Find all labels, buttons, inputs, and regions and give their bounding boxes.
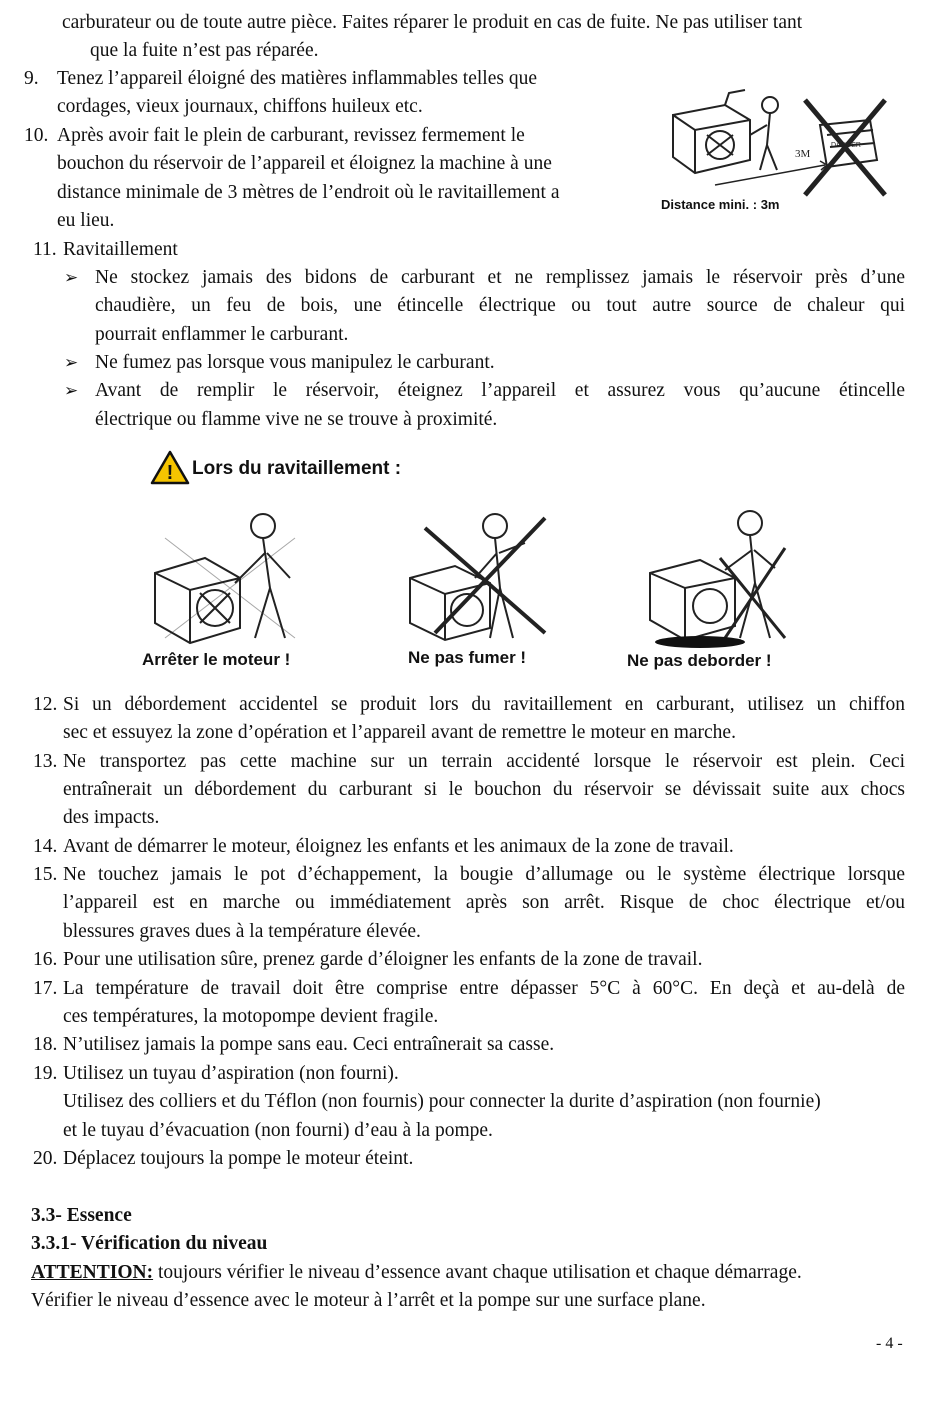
text-line: pourrait enflammer le carburant. — [95, 324, 349, 345]
text-line: distance minimale de 3 mètres de l’endroit où le ravitaillement a — [57, 182, 560, 203]
text-line: électrique ou flamme vive ne se trouve à proximité. — [95, 409, 498, 430]
list-number: 17. — [33, 978, 58, 999]
text-line: Utilisez des colliers et du Téflon (non fournis) pour connecter la durite d’aspiration (non fournie) — [63, 1091, 821, 1112]
bullet-arrow-icon: ➢ — [64, 268, 79, 288]
text-line: Utilisez un tuyau d’aspiration (non fourni). — [63, 1063, 399, 1084]
text-line: entraînerait un débordement du carburant si le bouchon du réservoir se dévissait suite aux chocs — [63, 779, 905, 800]
text-line: Ne touchez jamais le pot d’échappement, la bougie d’allumage ou le système électrique lorsque — [63, 864, 905, 885]
text-line: bouchon du réservoir de l’appareil et éloignez la machine à une — [57, 153, 552, 174]
list-number: 20. — [33, 1148, 58, 1169]
list-number: 13. — [33, 751, 58, 772]
text-line: Vérifier le niveau d’essence avec le moteur à l’arrêt et la pompe sur une surface plane. — [31, 1290, 706, 1311]
list-number: 10. — [24, 125, 49, 146]
svg-text:!: ! — [166, 462, 174, 484]
text-line: ces températures, la motopompe devient fragile. — [63, 1006, 439, 1027]
list-number: 19. — [33, 1063, 58, 1084]
list-number: 9. — [24, 68, 39, 89]
list-number: 18. — [33, 1034, 58, 1055]
figure-heading: Lors du ravitaillement : — [192, 458, 402, 479]
subsection-heading: 3.3.1- Vérification du niveau — [31, 1233, 268, 1254]
text-line: Ne stockez jamais des bidons de carburant et ne remplissez jamais le réservoir près d’une — [95, 267, 905, 288]
text-line: eu lieu. — [57, 210, 115, 231]
list-title: Ravitaillement — [63, 239, 178, 260]
bullet-arrow-icon: ➢ — [64, 353, 79, 373]
text-line: carburateur ou de toute autre pièce. Faites réparer le produit en cas de fuite. Ne pas utiliser tant — [62, 12, 803, 33]
text-line: que la fuite n’est pas réparée. — [90, 40, 319, 61]
attention-paragraph — [31, 1259, 802, 1287]
attention-text: toujours vérifier le niveau d’essence avant chaque utilisation et chaque démarrage. — [153, 1262, 802, 1283]
text-line: sec et essuyez la zone d’opération et l’appareil avant de remettre le moteur en marche. — [63, 722, 736, 743]
text-line: Après avoir fait le plein de carburant, revissez fermement le — [57, 125, 525, 146]
distance-mark: 3M — [795, 148, 811, 160]
no-overflow-illustration — [640, 508, 810, 648]
text-line: chaudière, un feu de bois, une étincelle électrique ou tout autre source de chaleur qui — [95, 295, 905, 316]
list-number: 15. — [33, 864, 58, 885]
text-line: Ne fumez pas lorsque vous manipulez le carburant. — [95, 352, 495, 373]
text-line: N’utilisez jamais la pompe sans eau. Ceci entraînerait sa casse. — [63, 1034, 555, 1055]
list-number: 11. — [33, 239, 57, 260]
bullet-arrow-icon: ➢ — [64, 381, 79, 401]
attention-label: ATTENTION: — [31, 1262, 154, 1283]
text-line: cordages, vieux journaux, chiffons huileux etc. — [57, 96, 423, 117]
text-line: Pour une utilisation sûre, prenez garde d’éloigner les enfants de la zone de travail. — [63, 949, 703, 970]
text-line: Tenez l’appareil éloigné des matières inflammables telles que — [57, 68, 537, 89]
list-number: 12. — [33, 694, 58, 715]
text-line: Avant de remplir le réservoir, éteignez l’appareil et assurez vous qu’aucune étincelle — [95, 380, 905, 401]
section-heading: 3.3- Essence — [31, 1205, 132, 1226]
list-number: 16. — [33, 949, 58, 970]
figure-label: Ne pas deborder ! — [627, 651, 772, 670]
figure-label: Arrêter le moteur ! — [142, 650, 291, 669]
figure-label: Ne pas fumer ! — [408, 648, 527, 667]
text-line: La température de travail doit être comprise entre dépasser 5°C à 60°C. En deçà et au-delà de — [63, 978, 905, 999]
text-line: Ne transportez pas cette machine sur un terrain accidenté lorsque le réservoir est plein. Ceci — [63, 751, 905, 772]
text-line: Avant de démarrer le moteur, éloignez les enfants et les animaux de la zone de travail. — [63, 836, 734, 857]
no-smoking-illustration — [395, 508, 565, 648]
text-line: Si un débordement accidentel se produit lors du ravitaillement en carburant, utilisez un chiffon — [63, 694, 905, 715]
stop-engine-illustration — [145, 508, 315, 648]
text-line: l’appareil est en marche ou immédiatement après son arrêt. Risque de choc électrique et/ou — [63, 892, 905, 913]
warning-icon — [150, 450, 190, 486]
text-line: des impacts. — [63, 807, 160, 828]
text-line: et le tuyau d’évacuation (non fourni) d’eau à la pompe. — [63, 1120, 493, 1141]
list-number: 14. — [33, 836, 58, 857]
danger-sign: DANGER — [831, 142, 861, 149]
text-line: blessures graves dues à la température élevée. — [63, 921, 421, 942]
page-number: - 4 - — [876, 1335, 903, 1352]
text-line: Déplacez toujours la pompe le moteur éteint. — [63, 1148, 414, 1169]
distance-caption: Distance mini. : 3m — [661, 197, 780, 212]
distance-figure — [655, 85, 895, 220]
refuel-figure — [140, 448, 830, 678]
